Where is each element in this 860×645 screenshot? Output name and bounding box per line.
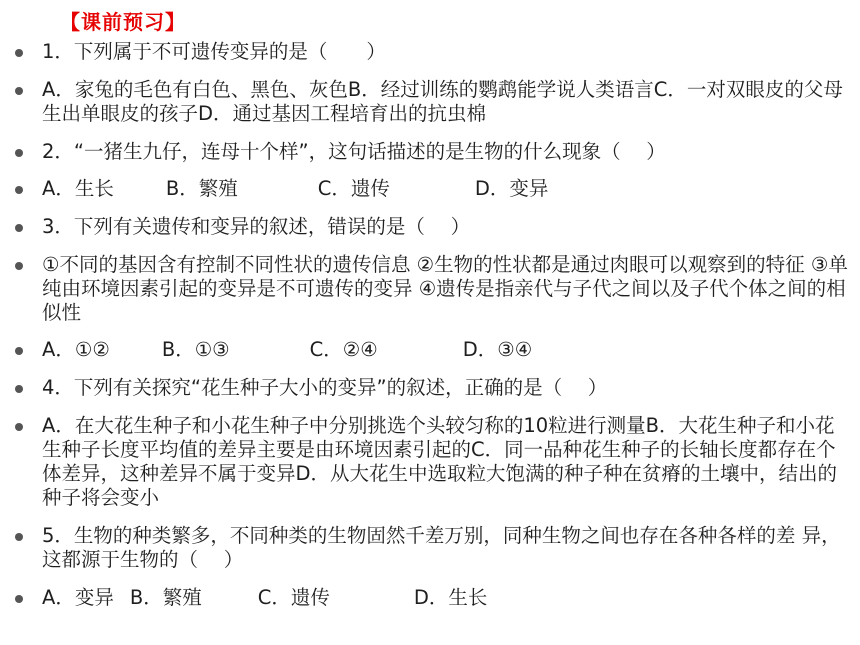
section-title: 【课前预习】 (60, 10, 186, 34)
bullet-icon (15, 533, 23, 541)
bullet-icon (15, 186, 23, 194)
list-item (12, 338, 848, 362)
option-c: C．遗传 (257, 586, 330, 609)
list-item (12, 215, 848, 239)
question-1: 1．下列属于不可遗传变异的是（ ） (42, 40, 386, 63)
bullet-icon (15, 49, 23, 57)
list-item (12, 524, 848, 572)
option-a: A．变异 (42, 586, 114, 609)
option-c: C．②④ (309, 338, 378, 361)
option-d: D．生长 (413, 586, 488, 609)
question-4-options: A．在大花生种子和小花生种子中分别挑选个头较匀称的10粒进行测量B．大花生种子和小花生种子长度平均值的差异主要是由环境因素引起的C．同一品种花生种子的长轴长度都存在个体差异，这种差异不属于变异D．从大花生中选取粒大饱满的种子种在贫瘠的土壤中，结出的种子将会变小 (42, 414, 838, 509)
bullet-icon (15, 347, 23, 355)
option-c: C．遗传 (317, 177, 390, 200)
option-b: B．繁殖 (165, 177, 238, 200)
bullet-icon (15, 262, 23, 270)
option-d: D．③④ (462, 338, 533, 361)
option-b: B．繁殖 (129, 586, 202, 609)
bullet-icon (15, 385, 23, 393)
list-item (12, 78, 848, 126)
question-2: 2．“一猪生九仔，连母十个样”，这句话描述的是生物的什么现象（ ） (42, 140, 666, 163)
list-item (12, 40, 848, 64)
question-list (12, 38, 848, 610)
question-4: 4．下列有关探究“花生种子大小的变异”的叙述，正确的是（ ） (42, 376, 608, 399)
bullet-icon (15, 595, 23, 603)
list-item (12, 140, 848, 164)
list-item (12, 376, 848, 400)
question-3: 3．下列有关遗传和变异的叙述，错误的是（ ） (42, 215, 471, 238)
bullet-icon (15, 149, 23, 157)
list-item (12, 586, 848, 610)
bullet-icon (15, 423, 23, 431)
bullet-icon (15, 224, 23, 232)
question-5: 5．生物的种类繁多，不同种类的生物固然千差万别，同种生物之间也存在各种各样的差 异，这都源于生物的（ ） (42, 524, 841, 571)
option-a: A．①② (42, 338, 110, 361)
question-1-options: A．家兔的毛色有白色、黑色、灰色B．经过训练的鹦鹉能学说人类语言C．一对双眼皮的父母生出单眼皮的孩子D．通过基因工程培育出的抗虫棉 (42, 78, 843, 125)
list-item (12, 177, 848, 201)
question-3-statements: ①不同的基因含有控制不同性状的遗传信息 ②生物的性状都是通过肉眼可以观察到的特征 ③单纯由环境因素引起的变异是不可遗传的变异 ④遗传是指亲代与子代之间以及子代个体之间的相似性 (42, 253, 848, 324)
option-d: D．变异 (474, 177, 549, 200)
option-b: B．①③ (161, 338, 230, 361)
option-a: A．生长 (42, 177, 114, 200)
bullet-icon (15, 87, 23, 95)
list-item (12, 253, 848, 325)
list-item (12, 414, 848, 510)
